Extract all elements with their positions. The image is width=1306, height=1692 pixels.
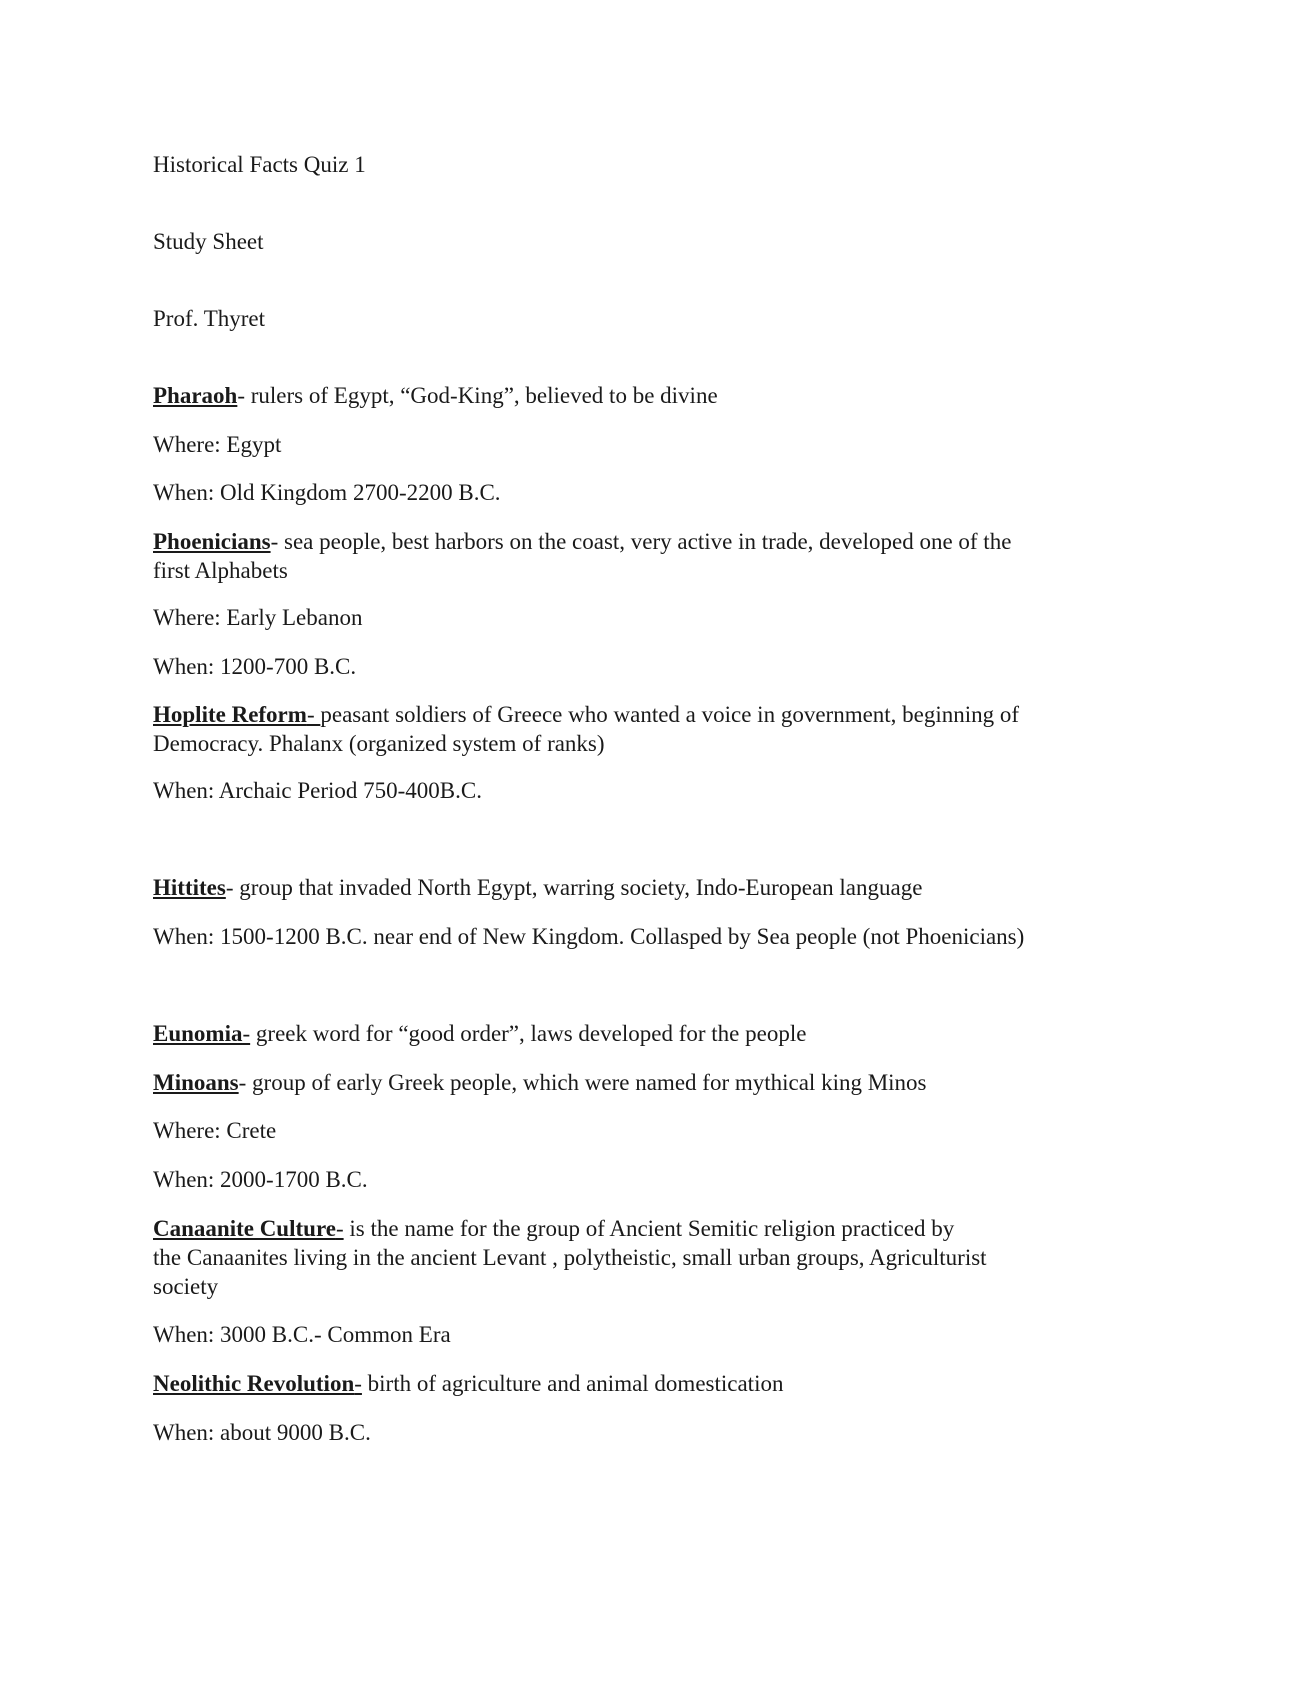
definition-text: - sea people, best harbors on the coast, very active in trade, developed one of the bbox=[270, 529, 1012, 554]
definition-text: - group of early Greek people, which were named for mythical king Minos bbox=[238, 1070, 927, 1095]
document-subtitle: Study Sheet bbox=[153, 229, 264, 254]
entry-canaanite-definition bbox=[153, 1214, 1153, 1244]
term-pharaoh: Pharaoh bbox=[153, 383, 238, 408]
term-minoans: Minoans bbox=[153, 1070, 239, 1095]
entry-phoenicians-where: Where: Early Lebanon bbox=[153, 605, 363, 630]
entry-phoenicians-definition-cont: first Alphabets bbox=[153, 558, 288, 583]
entry-hittites-when: When: 1500-1200 B.C. near end of New Kingdom. Collasped by Sea people (not Phoenicians) bbox=[153, 924, 1025, 949]
entry-minoans-where: Where: Crete bbox=[153, 1118, 277, 1143]
entry-hoplite-definition-cont: Democracy. Phalanx (organized system of ranks) bbox=[153, 731, 605, 756]
term-hoplite-reform: Hoplite Reform bbox=[153, 702, 307, 727]
professor-name: Prof. Thyret bbox=[153, 306, 266, 331]
term-eunomia: Eunomia bbox=[153, 1021, 243, 1046]
definition-text: peasant soldiers of Greece who wanted a voice in government, beginning of bbox=[320, 702, 1020, 727]
entry-pharaoh-where: Where: Egypt bbox=[153, 432, 282, 457]
definition-text: - rulers of Egypt, “God-King”, believed to be divine bbox=[237, 383, 718, 408]
term-neolithic-revolution: Neolithic Revolution bbox=[153, 1371, 355, 1396]
entry-hoplite-definition bbox=[153, 700, 1153, 730]
definition-text: greek word for “good order”, laws developed for the people bbox=[250, 1021, 807, 1046]
entry-canaanite-when: When: 3000 B.C.- Common Era bbox=[153, 1322, 451, 1347]
entry-hoplite-when: When: Archaic Period 750-400B.C. bbox=[153, 778, 482, 803]
entry-pharaoh-definition bbox=[153, 381, 1153, 411]
entry-neolithic-definition bbox=[153, 1369, 1153, 1399]
definition-text: is the name for the group of Ancient Semitic religion practiced by bbox=[343, 1216, 955, 1241]
term-dash: - bbox=[354, 1371, 362, 1396]
term-phoenicians: Phoenicians bbox=[153, 529, 271, 554]
term-dash: - bbox=[242, 1021, 251, 1046]
entry-eunomia-definition bbox=[153, 1019, 1153, 1049]
entry-minoans-when: When: 2000-1700 B.C. bbox=[153, 1167, 368, 1192]
term-dash: - bbox=[306, 702, 321, 727]
definition-text: - group that invaded North Egypt, warring society, Indo-European language bbox=[225, 875, 923, 900]
entry-phoenicians-definition bbox=[153, 527, 1153, 557]
entry-canaanite-definition-cont2: society bbox=[153, 1274, 219, 1299]
document-title: Historical Facts Quiz 1 bbox=[153, 152, 366, 177]
term-hittites: Hittites bbox=[153, 875, 226, 900]
entry-phoenicians-when: When: 1200-700 B.C. bbox=[153, 654, 357, 679]
term-dash: - bbox=[335, 1216, 344, 1241]
entry-minoans-definition bbox=[153, 1068, 1153, 1098]
entry-canaanite-definition-cont: the Canaanites living in the ancient Levant , polytheistic, small urban groups, Agriculturist bbox=[153, 1245, 987, 1270]
entry-pharaoh-when: When: Old Kingdom 2700-2200 B.C. bbox=[153, 480, 501, 505]
definition-text: birth of agriculture and animal domestication bbox=[361, 1371, 784, 1396]
entry-neolithic-when: When: about 9000 B.C. bbox=[153, 1420, 371, 1445]
entry-hittites-definition bbox=[153, 873, 1153, 903]
term-canaanite-culture: Canaanite Culture bbox=[153, 1216, 336, 1241]
